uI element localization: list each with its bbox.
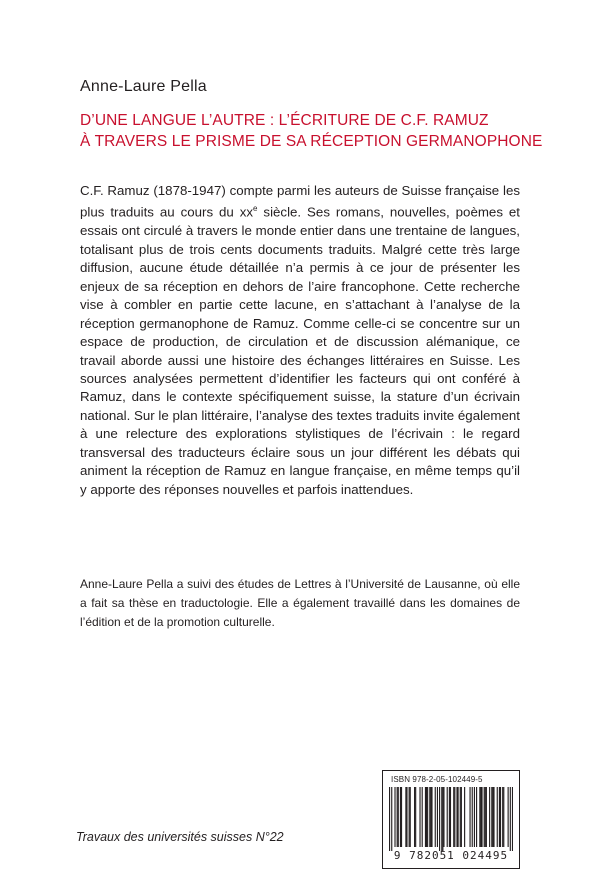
barcode-bar [414,787,415,847]
barcode-bar [441,787,442,851]
barcode-bar [415,787,416,847]
barcode-bar [486,787,487,847]
barcode-bar [422,787,423,847]
barcode-bar [492,787,493,847]
barcode-bar [400,787,401,847]
barcode-bar [447,787,448,847]
author-bio: Anne-Laure Pella a suivi des études de Lettres à l’Université de Lausanne, où elle a fait sa thèse en traductologie. Elle a également travaillé dans les domaines de l’édition et de la promotion culturelle. [80,577,520,629]
barcode-bar [437,787,438,847]
barcode-bar [442,787,443,851]
barcode-icon [389,787,513,853]
barcode-bar [429,787,430,847]
barcode-bar [508,787,509,847]
barcode-bar [476,787,477,847]
barcode-bar [419,787,420,847]
barcode-bar [439,787,440,851]
barcode-bar [435,787,436,847]
barcode-bar [409,787,410,847]
barcode-bar [512,787,513,851]
barcode-bar [431,787,432,847]
barcode-bar [391,787,392,851]
barcode-bar [425,787,426,847]
barcode-bar [500,787,501,847]
barcode-bar [479,787,480,847]
barcode-bar [454,787,455,847]
barcode-bar [397,787,398,847]
barcode-bar [430,787,431,847]
barcode-bar [394,787,395,847]
summary-paragraph [80,182,520,499]
barcode-bar [502,787,503,847]
barcode-bar [497,787,498,847]
barcode-bar [450,787,451,847]
barcode-bar [405,787,406,847]
barcode-bar [410,787,411,847]
century-superscript: e [253,204,258,214]
barcode-bar [503,787,504,847]
series-name: Travaux des universités suisses N°22 [76,830,284,844]
barcode-bar [458,787,459,847]
barcode-bar [398,787,399,847]
barcode-bar [485,787,486,847]
barcode-bar [456,787,457,847]
barcode-bar [406,787,407,847]
book-title [80,110,542,152]
barcode-bar [427,787,428,847]
barcode-bar [460,787,461,847]
barcode-bar [449,787,450,847]
barcode-bar [491,787,492,847]
barcode-digits: 9 782051 024495 [393,849,509,862]
barcode-bar [481,787,482,847]
barcode-bar [484,787,485,847]
barcode-bar [489,787,490,847]
barcode-bar [493,787,494,847]
barcode-bar [469,787,470,847]
isbn-label: ISBN 978-2-05-102449-5 [391,775,483,784]
barcode-bar [474,787,475,847]
barcode-bar [443,787,444,847]
barcode-bar [401,787,402,847]
barcode-bar [389,787,390,851]
barcode-bar [499,787,500,847]
author-name: Anne-Laure Pella [80,78,207,95]
barcode-bar [510,787,511,851]
summary-text-rest: siècle. Ses romans, nouvelles, poèmes et essais ont circulé à travers le monde entier dans une trentaine de langues, totalisant plus de trois cents documents traduits. Malgré cette très large diffusion, aucune étude détaillée n’a permis à ce jour de présenter les enjeux de sa réception en dehors de l’aire francophone. Cette recherche vise à combler en partie cette lacune, en s’attachant à l’analyse de la réception germanophone de Ramuz. Comme celle-ci se concentre sur un espace de production, de circulation et de discussion alémanique, ce travail aborde aussi une histoire des échanges littéraires en Suisse. Les sources analysées permettent d’identifier les facteurs qui ont conféré à Ramuz, dans le contexte spécifiquement suisse, la stature d’un écrivain national. Sur le plan littéraire, l’analyse des textes traduits invite également à une relecture des explorations stylistiques de l’écrivain : le regard transversal des traducteurs éclaire sous un jour différent les débats qui animent la réception de Ramuz en langue française, en même temps qu’il y apporte des réponses nouvelles et parfois inattendues. [80,204,520,497]
barcode-bar [472,787,473,847]
barcode-bar [453,787,454,847]
barcode-bar [426,787,427,847]
isbn-barcode-box [382,770,520,869]
book-title-line-2: À TRAVERS LE PRISME DE SA RÉCEPTION GERMANOPHONE [80,133,543,150]
summary-text-start: C.F. Ramuz (1878-1947) compte parmi les auteurs de Suisse française les plus traduits au cours du xx [80,183,520,220]
barcode-bar [464,787,465,847]
barcode-bar [461,787,462,847]
barcode-bar [480,787,481,847]
book-title-line-1: D’UNE LANGUE L’AUTRE : L’ÉCRITURE DE C.F. RAMUZ [80,112,489,129]
